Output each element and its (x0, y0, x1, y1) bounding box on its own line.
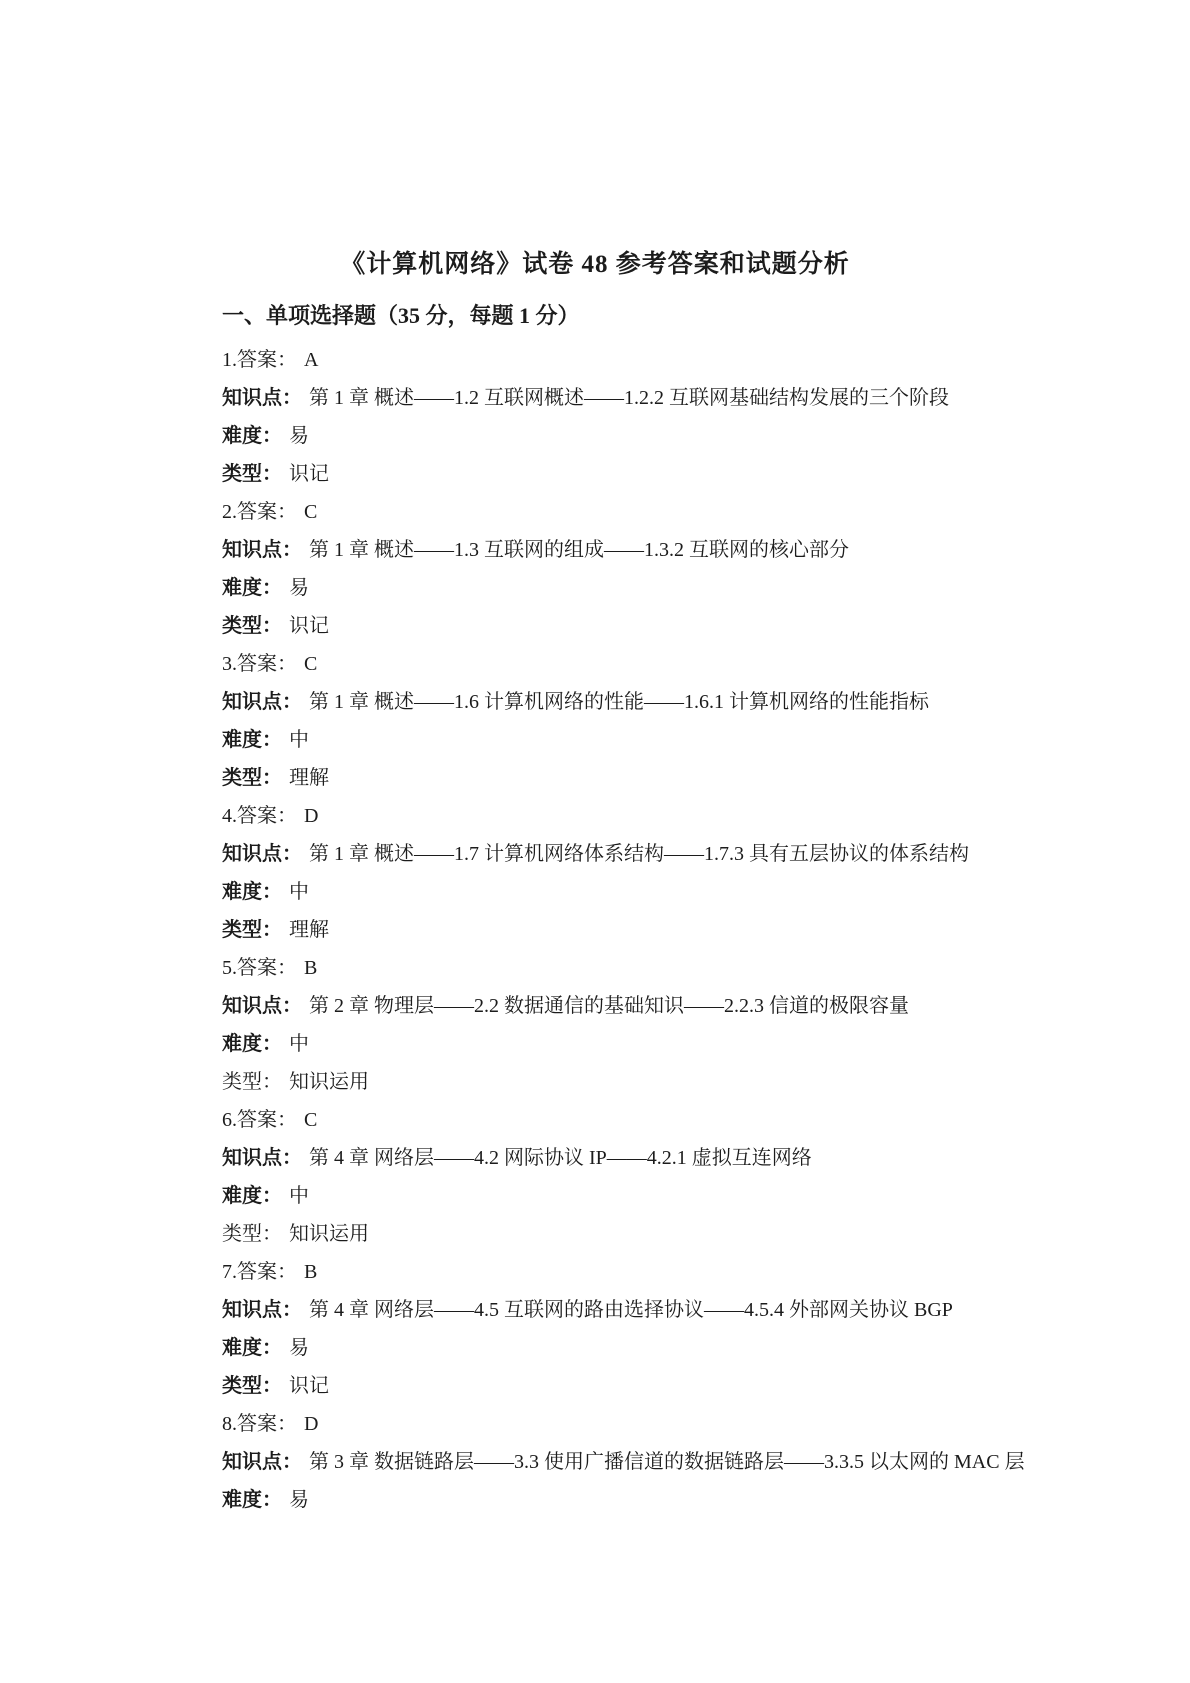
section-heading: 一、单项选择题（35 分，每题 1 分） (222, 303, 580, 328)
type-label: 类型： (222, 919, 282, 941)
type-line (222, 1063, 1082, 1101)
knowledge-value: 第 1 章 概述——1.7 计算机网络体系结构——1.7.3 具有五层协议的体系结构 (309, 843, 969, 865)
difficulty-value: 中 (289, 1033, 309, 1055)
difficulty-label: 难度： (222, 1033, 282, 1055)
knowledge-line (222, 379, 1082, 417)
answer-line (222, 1101, 1082, 1139)
knowledge-label: 知识点： (222, 1299, 302, 1321)
difficulty-line (222, 417, 1082, 455)
answer-value: B (304, 1261, 318, 1283)
question-block (222, 341, 1082, 493)
difficulty-line (222, 1329, 1082, 1367)
type-value: 理解 (289, 919, 329, 941)
type-label: 类型： (222, 1071, 282, 1093)
difficulty-value: 中 (289, 881, 309, 903)
question-block (222, 949, 1082, 1101)
type-line (222, 1367, 1082, 1405)
knowledge-value: 第 1 章 概述——1.3 互联网的组成——1.3.2 互联网的核心部分 (309, 539, 849, 561)
difficulty-line (222, 721, 1082, 759)
answer-line (222, 341, 1082, 379)
difficulty-line (222, 569, 1082, 607)
answer-value: B (304, 957, 318, 979)
answer-label: 1.答案： (222, 349, 297, 371)
question-block (222, 645, 1082, 797)
type-value: 识记 (289, 615, 329, 637)
knowledge-line (222, 531, 1082, 569)
difficulty-label: 难度： (222, 577, 282, 599)
type-label: 类型： (222, 1223, 282, 1245)
question-block (222, 1101, 1082, 1253)
answer-value: C (304, 1109, 318, 1131)
difficulty-line (222, 873, 1082, 911)
type-value: 识记 (289, 1375, 329, 1397)
knowledge-value: 第 1 章 概述——1.2 互联网概述——1.2.2 互联网基础结构发展的三个阶段 (309, 387, 949, 409)
type-value: 知识运用 (289, 1071, 369, 1093)
question-block (222, 1253, 1082, 1405)
answer-label: 8.答案： (222, 1413, 297, 1435)
answer-label: 4.答案： (222, 805, 297, 827)
type-label: 类型： (222, 463, 282, 485)
answer-label: 5.答案： (222, 957, 297, 979)
difficulty-value: 易 (289, 577, 309, 599)
knowledge-label: 知识点： (222, 387, 302, 409)
type-label: 类型： (222, 1375, 282, 1397)
type-line (222, 607, 1082, 645)
type-line (222, 759, 1082, 797)
knowledge-value: 第 1 章 概述——1.6 计算机网络的性能——1.6.1 计算机网络的性能指标 (309, 691, 929, 713)
answer-label: 7.答案： (222, 1261, 297, 1283)
answer-value: C (304, 501, 318, 523)
difficulty-value: 易 (289, 1337, 309, 1359)
answer-label: 6.答案： (222, 1109, 297, 1131)
answer-line (222, 1405, 1082, 1443)
answers-body (222, 341, 1082, 1519)
knowledge-line (222, 683, 1082, 721)
type-value: 知识运用 (289, 1223, 369, 1245)
difficulty-label: 难度： (222, 1489, 282, 1511)
type-value: 识记 (289, 463, 329, 485)
answer-line (222, 949, 1082, 987)
document-title: 《计算机网络》试卷 48 参考答案和试题分析 (340, 251, 850, 278)
answer-line (222, 797, 1082, 835)
answer-label: 2.答案： (222, 501, 297, 523)
difficulty-label: 难度： (222, 881, 282, 903)
answer-value: D (304, 805, 319, 827)
difficulty-label: 难度： (222, 1337, 282, 1359)
knowledge-line (222, 835, 1082, 873)
type-value: 理解 (289, 767, 329, 789)
knowledge-line (222, 987, 1082, 1025)
question-block (222, 1405, 1082, 1519)
knowledge-value: 第 2 章 物理层——2.2 数据通信的基础知识——2.2.3 信道的极限容量 (309, 995, 909, 1017)
knowledge-line (222, 1139, 1082, 1177)
knowledge-value: 第 4 章 网络层——4.5 互联网的路由选择协议——4.5.4 外部网关协议 BGP (309, 1299, 953, 1321)
difficulty-value: 易 (289, 1489, 309, 1511)
knowledge-value: 第 3 章 数据链路层——3.3 使用广播信道的数据链路层——3.3.5 以太网的 MAC 层 (309, 1451, 1025, 1473)
knowledge-label: 知识点： (222, 691, 302, 713)
answer-line (222, 493, 1082, 531)
type-line (222, 911, 1082, 949)
knowledge-label: 知识点： (222, 843, 302, 865)
answer-line (222, 1253, 1082, 1291)
type-line (222, 455, 1082, 493)
knowledge-line (222, 1443, 1082, 1481)
difficulty-label: 难度： (222, 729, 282, 751)
knowledge-label: 知识点： (222, 539, 302, 561)
answer-value: D (304, 1413, 319, 1435)
difficulty-value: 中 (289, 729, 309, 751)
type-label: 类型： (222, 767, 282, 789)
question-block (222, 493, 1082, 645)
difficulty-value: 易 (289, 425, 309, 447)
difficulty-line (222, 1481, 1082, 1519)
difficulty-line (222, 1177, 1082, 1215)
difficulty-line (222, 1025, 1082, 1063)
answer-label: 3.答案： (222, 653, 297, 675)
answer-value: A (304, 349, 319, 371)
type-line (222, 1215, 1082, 1253)
knowledge-label: 知识点： (222, 1451, 302, 1473)
question-block (222, 797, 1082, 949)
difficulty-value: 中 (289, 1185, 309, 1207)
knowledge-line (222, 1291, 1082, 1329)
difficulty-label: 难度： (222, 425, 282, 447)
knowledge-label: 知识点： (222, 1147, 302, 1169)
answer-line (222, 645, 1082, 683)
knowledge-value: 第 4 章 网络层——4.2 网际协议 IP——4.2.1 虚拟互连网络 (309, 1147, 812, 1169)
answer-value: C (304, 653, 318, 675)
difficulty-label: 难度： (222, 1185, 282, 1207)
knowledge-label: 知识点： (222, 995, 302, 1017)
type-label: 类型： (222, 615, 282, 637)
